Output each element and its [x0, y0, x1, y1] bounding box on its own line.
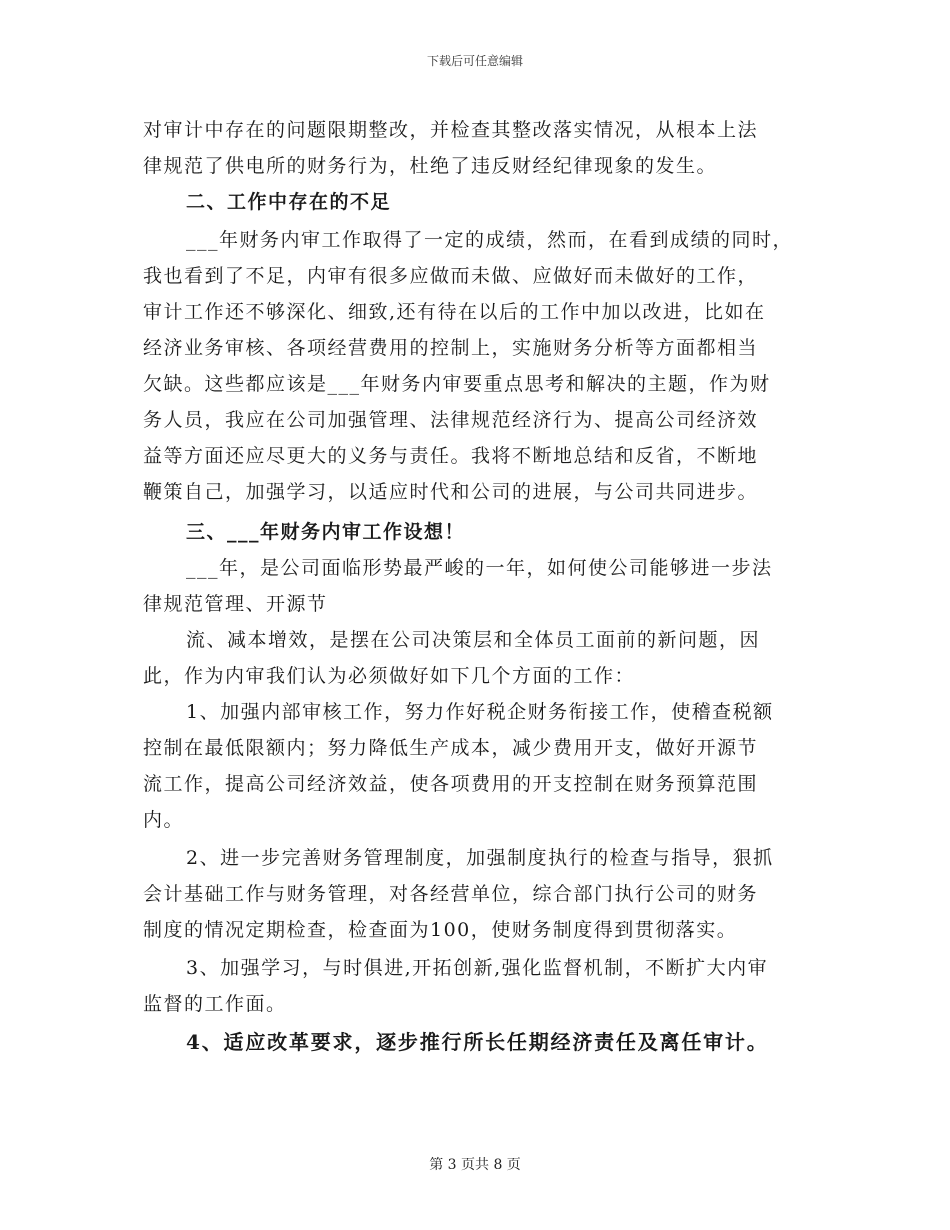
list-item: 1、加强内部审核工作，努力作好税企财务衔接工作，使稽查税额 — [186, 701, 774, 723]
list-item-bold: 4、适应改革要求，逐步推行所长任期经济责任及离任审计。 — [186, 1030, 769, 1054]
body-line: ___年，是公司面临形势最严峻的一年，如何使公司能够进一步法 — [186, 557, 773, 579]
body-line: 益等方面还应尽更大的义务与责任。我将不断地总结和反省，不断地 — [143, 445, 759, 467]
list-item: 3、加强学习，与时俱进,开拓创新,强化监督机制，不断扩大内审 — [186, 957, 769, 979]
body-line: 律规范管理、开源节 — [143, 593, 328, 615]
body-line: 经济业务审核、各项经营费用的控制上，实施财务分析等方面都相当 — [143, 337, 759, 359]
body-line: 控制在最低限额内；努力降低生产成本，减少费用开支，做好开源节 — [143, 737, 759, 759]
page-header: 下载后可任意编辑 — [426, 54, 523, 68]
section-heading: 三、___年财务内审工作设想！ — [186, 521, 466, 543]
body-line: 流工作，提高公司经济效益，使各项费用的开支控制在财务预算范围 — [143, 773, 759, 795]
body-line: 我也看到了不足，内审有很多应做而未做、应做好而未做好的工作， — [143, 265, 759, 287]
body-line: 流、减本增效，是摆在公司决策层和全体员工面前的新问题，因 — [186, 629, 761, 651]
body-line: 制度的情况定期检查，检查面为100，使财务制度得到贯彻落实。 — [143, 919, 738, 941]
body-line: 欠缺。这些都应该是___年财务内审要重点思考和解决的主题，作为财 — [143, 373, 771, 395]
body-line: 务人员，我应在公司加强管理、法律规范经济行为、提高公司经济效 — [143, 409, 759, 431]
body-line: 内。 — [143, 809, 185, 831]
body-line: 对审计中存在的问题限期整改，并检查其整改落实情况，从根本上法 — [143, 119, 759, 141]
body-line: 会计基础工作与财务管理，对各经营单位，综合部门执行公司的财务 — [143, 883, 759, 905]
body-line: 审计工作还不够深化、细致,还有待在以后的工作中加以改进，比如在 — [143, 301, 766, 323]
body-line: ___年财务内审工作取得了一定的成绩，然而，在看到成绩的同时， — [186, 229, 794, 251]
list-item: 2、进一步完善财务管理制度，加强制度执行的检查与指导，狠抓 — [186, 847, 774, 869]
section-heading: 二、工作中存在的不足 — [186, 191, 392, 213]
body-line: 鞭策自己，加强学习，以适应时代和公司的进展，与公司共同进步。 — [143, 481, 759, 503]
body-line: 此，作为内审我们认为必须做好如下几个方面的工作： — [143, 665, 636, 687]
page-footer: 第 3 页共 8 页 — [429, 1157, 521, 1173]
body-line: 监督的工作面。 — [143, 993, 287, 1015]
body-line: 律规范了供电所的财务行为，杜绝了违反财经纪律现象的发生。 — [143, 155, 718, 177]
